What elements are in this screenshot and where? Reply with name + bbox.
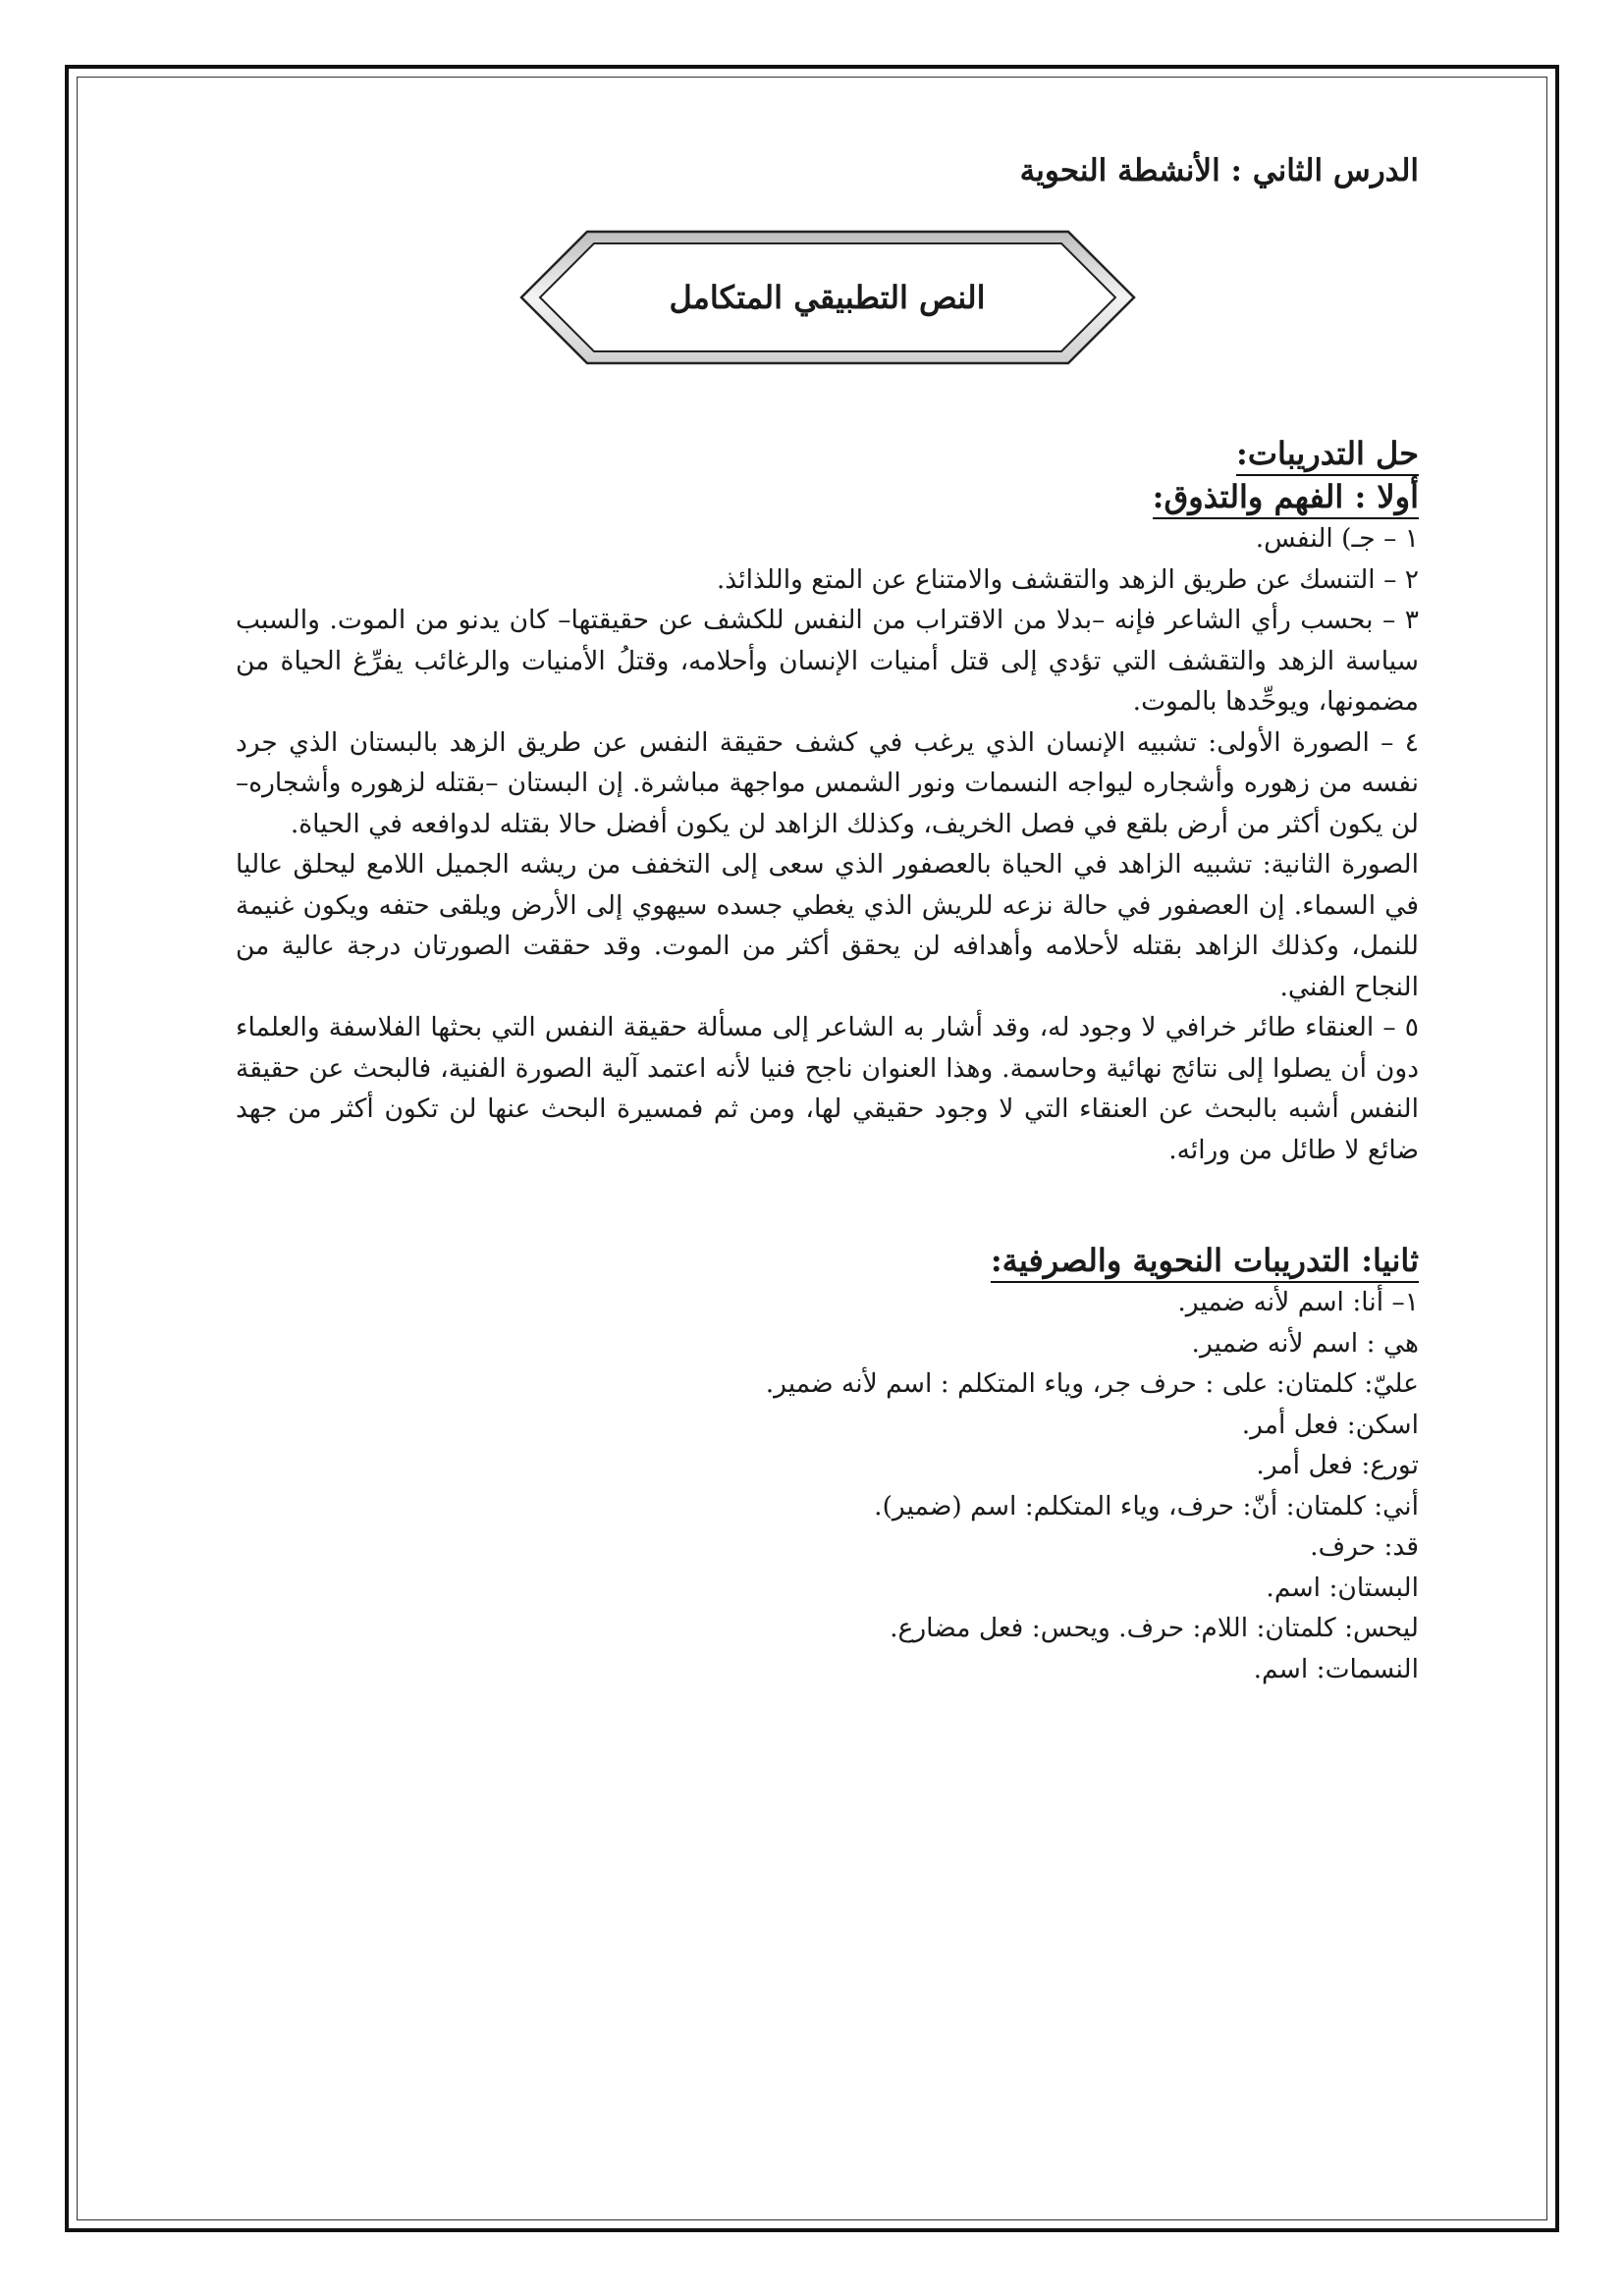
banner-title: النص التطبيقي المتكامل [669, 279, 986, 316]
answer-5: ٥ – العنقاء طائر خرافي لا وجود له، وقد أشار به الشاعر إلى مسألة حقيقة النفس التي بحثها الفلاسفة والعلماء دون أن يصلوا إلى نتائج نهائية وحاسمة. وهذا العنوان ناجح فنيا لأنه اعتمد آلية الصورة الفنية، فالبحث عن حقيقة النفس أشبه بالبحث عن العنقاء التي لا وجود حقيقي لها، ومن ثم فمسيرة البحث عنها لن تكون أكثر من جهد ضائع لا طائل من ورائه. [236, 1012, 1419, 1165]
lesson-title: الدرس الثاني : الأنشطة النحوية [1019, 153, 1419, 188]
answer-2: ٢ – التنسك عن طريق الزهد والتقشف والامتناع عن المتع واللذائذ. [716, 563, 1419, 595]
grammar-item-qad: قد: حرف. [1310, 1531, 1419, 1562]
grammar-item-anni: أني: كلمتان: أنّ: حرف، وياء المتكلم: اسم (ضمير). [874, 1490, 1419, 1522]
solutions-heading: حل التدريبات: [236, 432, 1419, 475]
grammar-item-bustan: البستان: اسم. [1266, 1572, 1419, 1603]
grammar-item-ana: ١– أنا: اسم لأنه ضمير. [1177, 1287, 1419, 1317]
grammar-item-alayya: عليّ: كلمتان: على : حرف جر، وياء المتكلم : اسم لأنه ضمير. [765, 1368, 1419, 1399]
title-banner [514, 224, 1142, 371]
answer-4-image-2: الصورة الثانية: تشبيه الزاهد في الحياة بالعصفور الذي سعى إلى التخفف من ريشه الجميل اللامع ليحلق عاليا في السماء. إن العصفور في حالة نزعه للريش الذي يغطي جسده سيهوي إلى الأرض ويلقى حتفه ويكون غنيمة للنمل، وكذلك الزاهد بقتله لأحلامه وأهدافه لن يحقق أكثر من الموت. وقد حققت الصورتان درجة عالية من النجاح الفني. [236, 849, 1419, 1002]
answer-3: ٣ – بحسب رأي الشاعر فإنه –بدلا من الاقتراب من النفس للكشف عن حقيقتها– كان يدنو من الموت. والسبب سياسة الزهد والتقشف التي تؤدي إلى قتل أمنيات الإنسان وأحلامه، وقتلُ الأمنيات والرغائب يفرِّغ الحياة من مضمونها، ويوحِّدها بالموت. [236, 605, 1419, 717]
part1-heading: أولا : الفهم والتذوق: [236, 475, 1419, 518]
part2-heading: ثانيا: التدريبات النحوية والصرفية: [236, 1239, 1419, 1282]
grammar-item-tawarra: تورع: فعل أمر. [1256, 1450, 1419, 1480]
part2-answers [236, 1282, 1419, 1689]
grammar-item-hiya: هي : اسم لأنه ضمير. [1191, 1327, 1419, 1359]
grammar-item-uskun: اسكن: فعل أمر. [1241, 1409, 1419, 1440]
answer-1: ١ – جـ) النفس. [1255, 523, 1419, 554]
grammar-item-liyuhis: ليحس: كلمتان: اللام: حرف. ويحس: فعل مضارع. [890, 1613, 1419, 1643]
answer-4-image-1: ٤ – الصورة الأولى: تشبيه الإنسان الذي يرغب في كشف حقيقة النفس عن طريق الزهد بالبستان الذي جرد نفسه من زهوره وأشجاره ليواجه النسمات ونور الشمس مواجهة مباشرة. إن البستان –بقتله لزهوره وأشجاره– لن يكون أكثر من أرض بلقع في فصل الخريف، وكذلك الزاهد لن يكون أفضل حالا بقتله لدوافعه في الحياة. [236, 726, 1419, 839]
grammar-item-nasamat: النسمات: اسم. [1253, 1653, 1419, 1684]
page-content [236, 147, 1419, 1689]
part1-answers [236, 518, 1419, 1170]
